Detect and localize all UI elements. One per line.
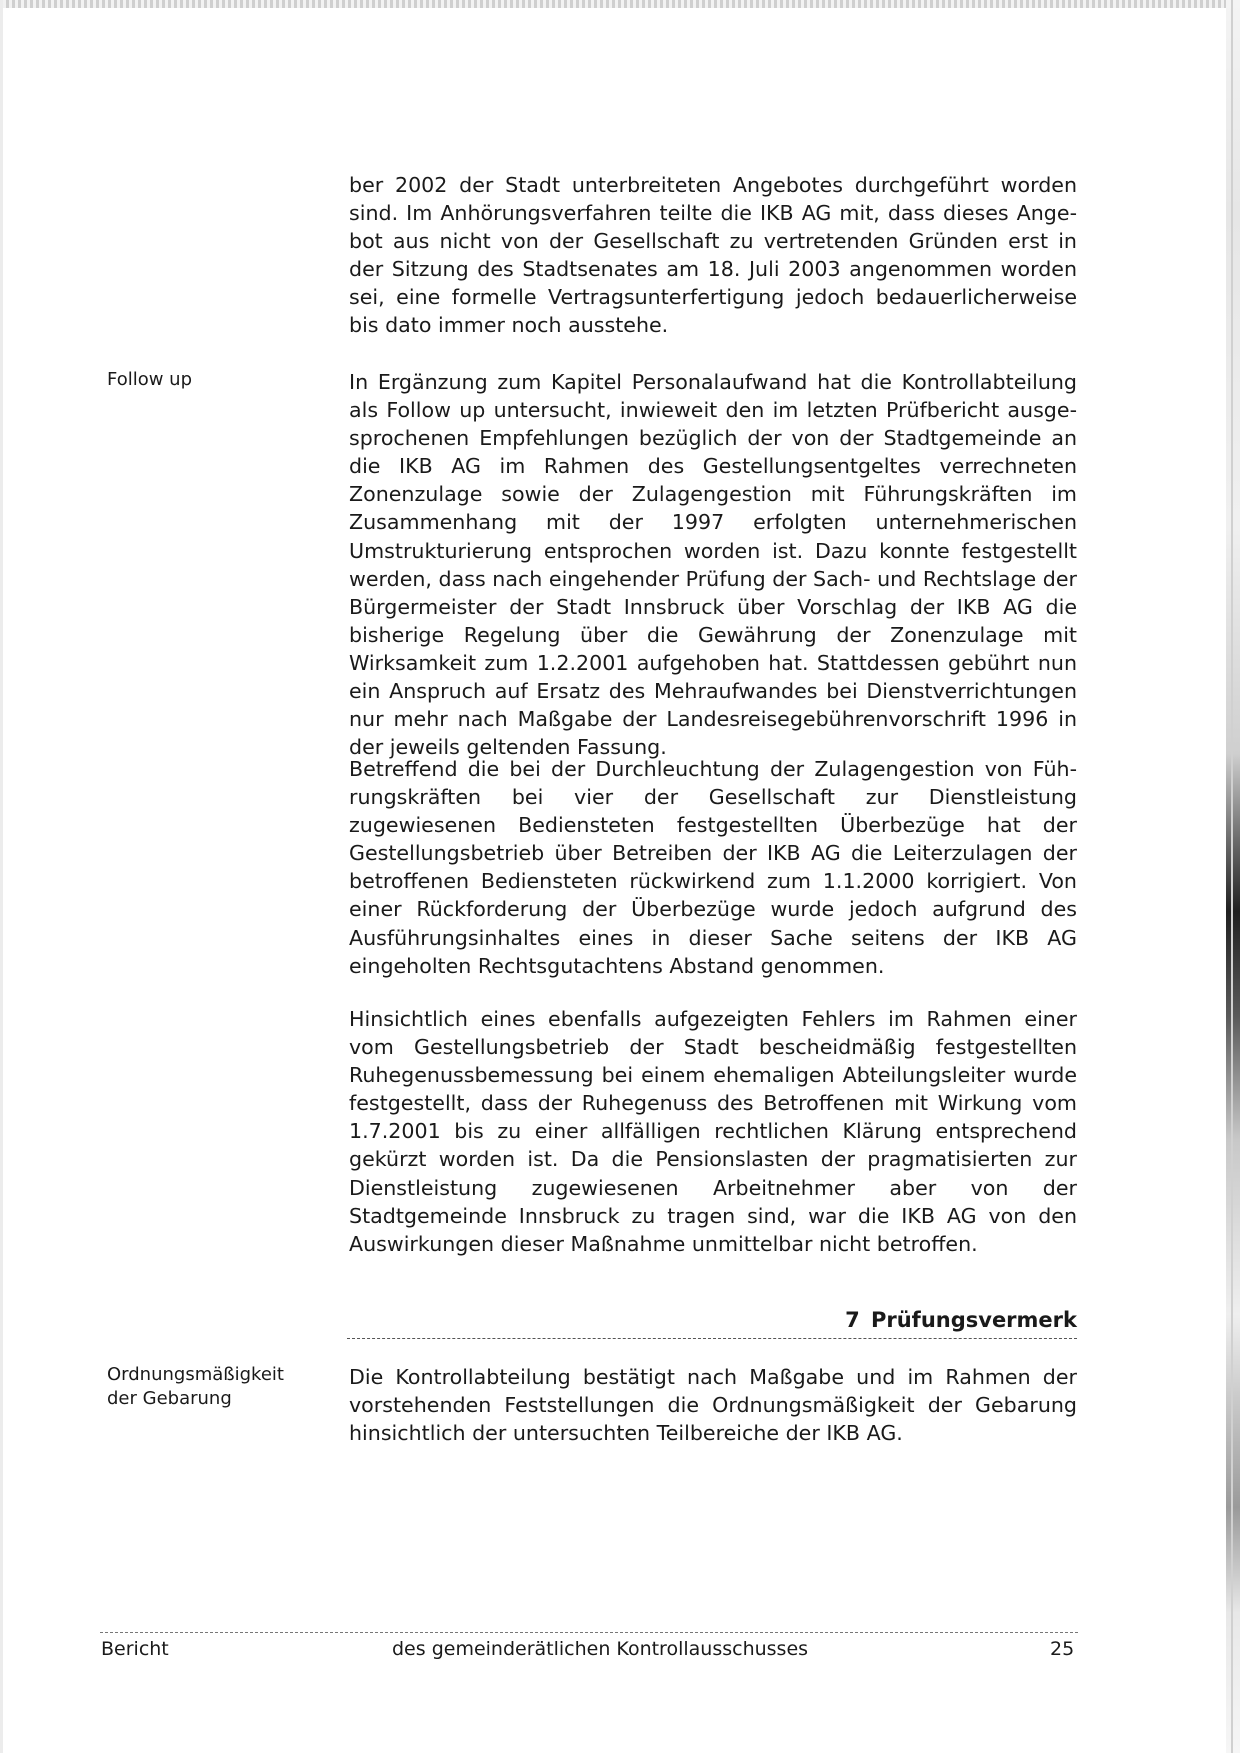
section-divider — [347, 1338, 1077, 1339]
margin-note-follow-up: Follow up — [107, 369, 193, 390]
margin-note-ordnungsmaessigkeit — [107, 1363, 327, 1411]
paragraph-follow-up: In Ergänzung zum Kapitel Personalaufwand hat die Kontrollabteilung als Follow up untersucht, inwieweit den im letzten Prüfbericht ausgesprochenen Empfehlungen bezüglich der von der Stadtgemeinde an die IKB AG im Rahmen des Gestellungsentgeltes verrechneten Zonenzulage sowie der Zulagengestion mit Führungskräften im Zusammenhang mit der 1997 erfolgten unternehmerischen Umstrukturierung entsprochen worden ist. Dazu konnte festgestellt werden, dass nach eingehender Prüfung der Sach- und Rechtslage der Bürgermeister der Stadt Innsbruck über Vorschlag der IKB AG die bisherige Regelung über die Gewährung der Zonenzulage mit Wirksamkeit zum 1.2.2001 aufgehoben hat. Stattdessen gebührt nun ein Anspruch auf Ersatz des Mehraufwandes bei Dienstverrichtungen nur mehr nach Maßgabe der Landesreisegebührenvorschrift 1996 in der jeweils geltenden Fassung. — [349, 370, 1077, 760]
scan-edge-top — [0, 0, 1240, 8]
footer-center: des gemeinderätlichen Kontrollausschusses — [392, 1638, 809, 1660]
footer-divider — [100, 1632, 1078, 1633]
page-number: 25 — [1050, 1638, 1075, 1660]
footer-left: Bericht — [101, 1638, 169, 1660]
scan-edge-right — [1226, 0, 1240, 1753]
paragraph-bestaetigung: Die Kontrollabteilung bestätigt nach Maßgabe und im Rahmen der vorstehenden Feststellungen die Ordnungsmäßigkeit der Gebarung hinsichtlich der untersuchten Teilbereiche der IKB AG. — [349, 1365, 1077, 1446]
paragraph-offer-continuation: ber 2002 der Stadt unterbreiteten Angebotes durchgeführt worden sind. Im Anhörungsverfahren teilte die IKB AG mit, dass dieses Angebot aus nicht von der Gesellschaft zu vertretenden Gründen erst in der Sitzung des Stadtsenates am 18. Juli 2003 angenommen worden sei, eine formelle Vertragsunterfertigung jedoch bedauerlicherweise bis dato immer noch ausstehe. — [349, 173, 1077, 338]
paragraph-leiterzulagen: Betreffend die bei der Durchleuchtung der Zulagengestion von Führungskräften bei vier der Gesellschaft zur Dienstleistung zugewiesenen Bediensteten festgestellten Überbezüge hat der Gestellungsbetrieb über Betreiben der IKB AG die Leiterzulagen der betroffenen Bediensteten rückwirkend zum 1.1.2000 korrigiert. Von einer Rückforderung der Überbezüge wurde jedoch aufgrund des Ausführungsinhaltes eines in dieser Sache seitens der IKB AG eingeholten Rechtsgutachtens Abstand genommen. — [349, 757, 1077, 978]
margin-note-line: der Gebarung — [107, 1388, 232, 1409]
section-heading-pruefungsvermerk: 7 Prüfungsvermerk — [845, 1308, 1077, 1332]
scan-edge-left — [0, 0, 3, 1753]
paragraph-ruhegenuss: Hinsichtlich eines ebenfalls aufgezeigten Fehlers im Rahmen einer vom Gestellungsbetrieb der Stadt bescheidmäßig festgestellten Ruhegenussbemessung bei einem ehemaligen Abteilungsleiter wurde festgestellt, dass der Ruhegenuss des Betroffenen mit Wirkung vom 1.7.2001 bis zu einer allfälligen rechtlichen Klärung entsprechend gekürzt worden ist. Da die Pensionslasten der pragmatisierten zur Dienstleistung zugewiesenen Arbeitnehmer aber von der Stadtgemeinde Innsbruck zu tragen sind, war die IKB AG von den Auswirkungen dieser Maßnahme unmittelbar nicht betroffen. — [349, 1007, 1077, 1256]
margin-note-line: Ordnungsmäßigkeit — [107, 1364, 284, 1385]
